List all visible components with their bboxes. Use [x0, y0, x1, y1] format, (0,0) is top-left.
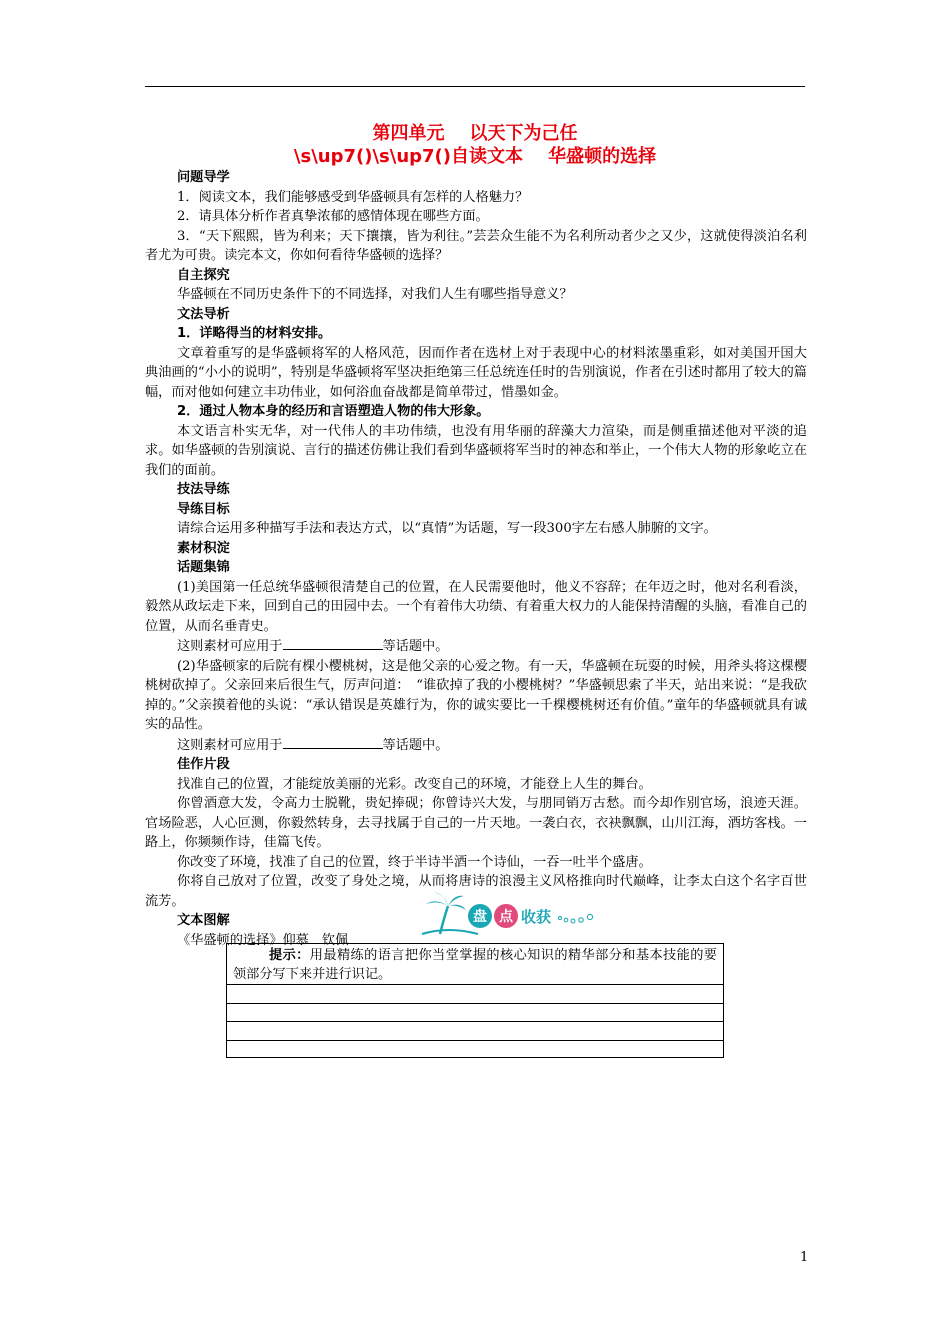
heading-wenti: 问题导学: [177, 170, 230, 185]
wenfa-point-1: 1．详略得当的材料安排。: [177, 326, 332, 341]
tujie-text: 《华盛顿的选择》仰慕 钦佩: [177, 932, 349, 948]
material-1: (1)美国第一任总统华盛顿很清楚自己的位置，在人民需要他时，他义不容辞；在年迈之时，他对名利看淡，毅然从政坛走下来，回到自己的田园中去。一个有着伟大功绩、有着重大权力的人能保持清醒的头脑，看准自己的位置，从而名垂青史。: [145, 579, 807, 634]
apply-prefix: 这则素材可应用于: [177, 737, 283, 753]
note-writing-line[interactable]: [227, 1003, 723, 1022]
subheading-huati: 话题集锦: [177, 560, 230, 575]
question-3: 3．“天下熙熙，皆为利来；天下攘攘，皆为利往。”芸芸众生能不为名利所动者少之又少，这就使得淡泊名利者尤为可贵。读完本文，你如何看待华盛顿的选择？: [145, 228, 807, 263]
unit-title: 第四单元 以天下为己任: [372, 123, 578, 144]
main-content: [145, 168, 807, 950]
material-1-apply: [145, 636, 807, 657]
logo-text-shouhuo: 收获: [521, 908, 552, 926]
heading-tujie: 文本图解: [177, 913, 230, 928]
jiazuo-line-1: 找准自己的位置，才能绽放美丽的光彩。改变自己的环境，才能登上人生的舞台。: [177, 776, 652, 792]
note-writing-line[interactable]: [227, 984, 723, 1003]
heading-sucai: 素材积淀: [177, 540, 230, 556]
note-hint: [227, 944, 723, 984]
apply-suffix: 等话题中。: [382, 639, 449, 654]
lesson-title: \s\up7()\s\up7()自读文本 华盛顿的选择: [293, 146, 657, 167]
heading-wenfa: 文法导析: [177, 306, 230, 322]
wenfa-point-2: 2．通过人物本身的经历和言语塑造人物的伟大形象。: [177, 404, 490, 419]
page-number: 1: [800, 1250, 809, 1265]
logo-bubbles: [559, 914, 593, 923]
jiazuo-line-4: 你将自己放对了位置，改变了身处之境，从而将唐诗的浪漫主义风格推向时代巅峰，让李太白这个名字百世流芳。: [145, 874, 807, 909]
fill-blank-2[interactable]: [283, 735, 383, 749]
jiazuo-line-3: 你改变了环境，找准了自己的位置，终于半诗半酒一个诗仙，一吞一吐半个盛唐。: [177, 854, 652, 870]
fill-blank-1[interactable]: [283, 636, 383, 650]
heading-jifa: 技法导练: [177, 482, 230, 497]
question-1: 1．阅读文本，我们能够感受到华盛顿具有怎样的人格魅力？: [177, 189, 529, 205]
note-writing-line[interactable]: [227, 1021, 723, 1040]
note-writing-line[interactable]: [227, 1040, 723, 1059]
material-2-apply: [145, 735, 807, 756]
jiazuo-line-2: 你曾酒意大发，令高力士脱靴，贵妃捧砚；你曾诗兴大发，与朋同销万古愁。而今却作别官场，浪迹天涯。官场险恶，人心叵测，你毅然转身，去寻找属于自己的一片天地。一袭白衣，衣袂飘飘，山川江海，酒坊客栈。一路上，你频频作诗，佳篇飞传。: [145, 796, 807, 850]
wenfa-text-1: 文章着重写的是华盛顿将军的人格风范，因而作者在选材上对于表现中心的材料浓墨重彩，如对美国开国大典油画的“小小的说明”，特别是华盛顿将军坚决拒绝第三任总统连任时的告别演说，作者在引述时都用了较大的篇幅，而对他如何建立丰功伟业，如何浴血奋战都是简单带过，惜墨如金。: [145, 345, 807, 400]
header-rule: [145, 86, 805, 87]
heading-zizhu: 自主探究: [177, 267, 230, 283]
note-label: 提示：: [269, 948, 310, 963]
logo-char-pan: 盘: [473, 909, 487, 925]
material-2: (2)华盛顿家的后院有棵小樱桃树，这是他父亲的心爱之物。有一天，华盛顿在玩耍的时候，用斧头将这棵樱桃树砍掉了。父亲回来后很生气，厉声问道： “谁砍掉了我的小樱桃树？”华盛顿思索了半天，站出来说：“是我砍掉的。”父亲摸着他的头说：“承认错误是英雄行为，你的诚实要比一千棵樱桃树还有价值。”童年的华盛顿就具有诚实的品性。: [145, 658, 807, 732]
apply-suffix: 等话题中。: [382, 737, 449, 753]
heading-jiazuo: 佳作片段: [177, 757, 230, 772]
summary-note-box: [226, 943, 724, 1058]
subheading-daolian: 导练目标: [177, 501, 230, 517]
wenfa-text-2: 本文语言朴实无华，对一代伟人的丰功伟绩，也没有用华丽的辞藻大力渲染，而是侧重描述他对平淡的追求。如华盛顿的告别演说、言行的描述仿佛让我们看到华盛顿将军当时的神态和举止，一个伟大人物的形象屹立在我们的面前。: [145, 423, 807, 478]
zizhu-text: 华盛顿在不同历史条件下的不同选择，对我们人生有哪些指导意义？: [177, 287, 573, 302]
note-text: 用最精练的语言把你当堂掌握的核心知识的精华部分和基本技能的要领部分写下来并进行识记。: [233, 948, 717, 982]
jifa-text: 请综合运用多种描写手法和表达方式，以“真情”为话题，写一段300字左右感人肺腑的文字。: [177, 521, 717, 536]
pandian-shouhuo-logo: [418, 890, 598, 936]
question-2: 2．请具体分析作者真挚浓郁的感情体现在哪些方面。: [177, 209, 489, 224]
apply-prefix: 这则素材可应用于: [177, 639, 283, 654]
logo-char-dian: 点: [499, 909, 513, 925]
